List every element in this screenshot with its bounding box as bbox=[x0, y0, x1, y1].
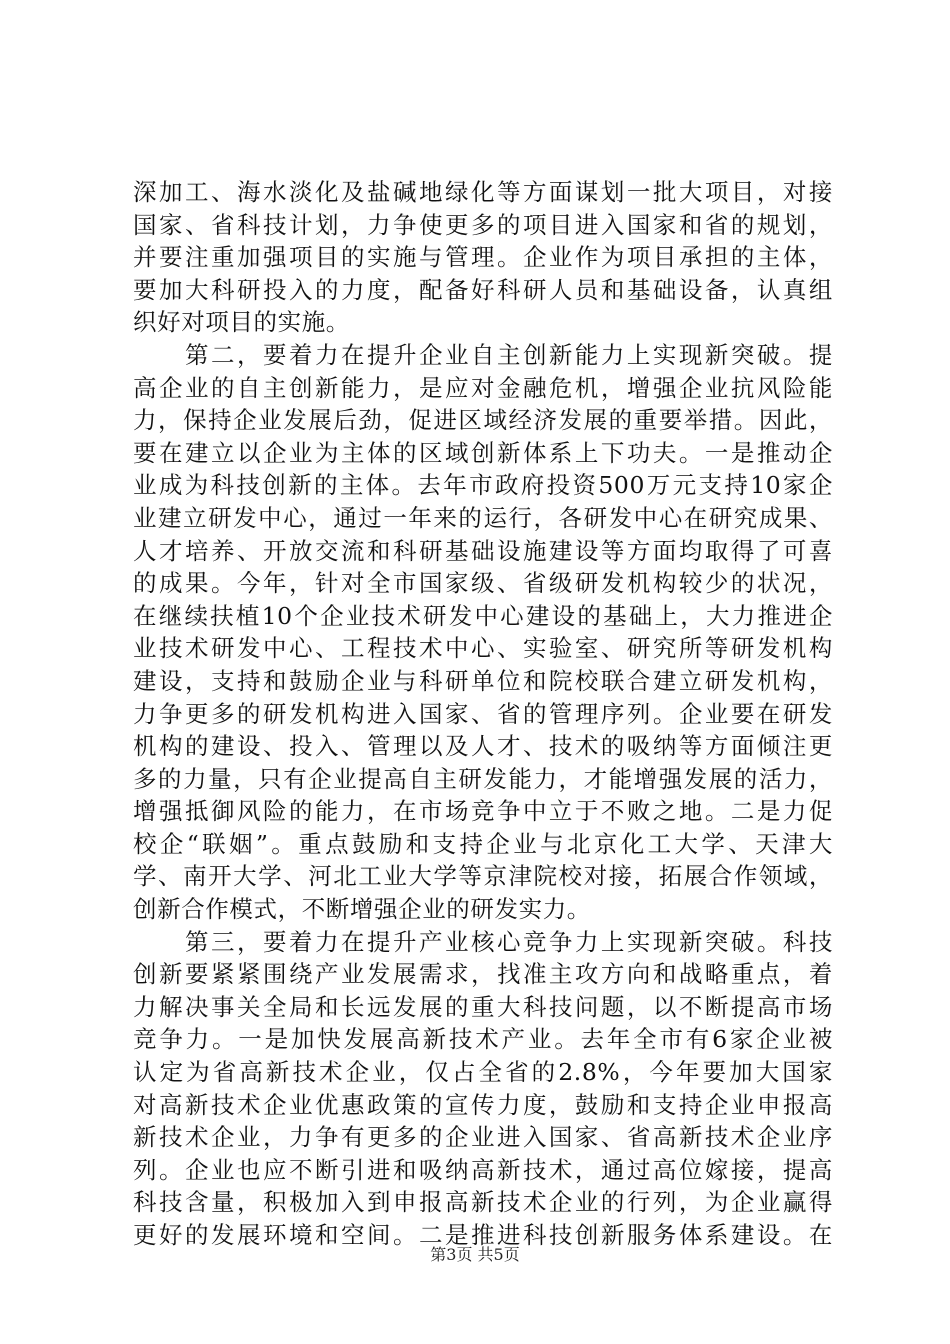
text-line: 第二，要着力在提升企业自主创新能力上实现新突破。提 bbox=[133, 340, 833, 369]
text-line: 力，保持企业发展后劲，促进区域经济发展的重要举措。因此， bbox=[133, 406, 833, 435]
text-line: 业建立研发中心，通过一年来的运行，各研发中心在研究成果、 bbox=[133, 503, 833, 532]
text-line: 更好的发展环境和空间。二是推进科技创新服务体系建设。在 bbox=[133, 1221, 833, 1249]
text-line: 认定为省高新技术企业，仅占全省的2.8%，今年要加大国家 bbox=[133, 1058, 833, 1087]
text-line: 竞争力。一是加快发展高新技术产业。去年全市有6家企业被 bbox=[133, 1025, 833, 1054]
text-line: 多的力量，只有企业提高自主研发能力，才能增强发展的活力， bbox=[133, 764, 833, 793]
text-line: 业技术研发中心、工程技术中心、实验室、研究所等研发机构 bbox=[133, 634, 833, 663]
text-line: 列。企业也应不断引进和吸纳高新技术，通过高位嫁接，提高 bbox=[133, 1155, 833, 1184]
text-line: 业成为科技创新的主体。去年市政府投资500万元支持10家企 bbox=[133, 471, 833, 500]
text-line: 织好对项目的实施。 bbox=[133, 308, 350, 337]
text-line: 建设，支持和鼓励企业与科研单位和院校联合建立研发机构， bbox=[133, 666, 833, 695]
text-line: 国家、省科技计划，力争使更多的项目进入国家和省的规划， bbox=[133, 210, 833, 239]
text-line: 深加工、海水淡化及盐碱地绿化等方面谋划一批大项目，对接 bbox=[133, 178, 833, 206]
text-line: 要加大科研投入的力度，配备好科研人员和基础设备，认真组 bbox=[133, 275, 833, 304]
text-line: 的成果。今年，针对全市国家级、省级研发机构较少的状况， bbox=[133, 569, 833, 598]
text-line: 力争更多的研发机构进入国家、省的管理序列。企业要在研发 bbox=[133, 699, 833, 728]
text-line: 新技术企业，力争有更多的企业进入国家、省高新技术企业序 bbox=[133, 1123, 833, 1152]
text-line: 创新合作模式，不断增强企业的研发实力。 bbox=[133, 895, 591, 924]
text-line: 高企业的自主创新能力，是应对金融危机，增强企业抗风险能 bbox=[133, 373, 833, 402]
text-line: 人才培养、开放交流和科研基础设施建设等方面均取得了可喜 bbox=[133, 536, 833, 565]
text-line: 增强抵御风险的能力，在市场竞争中立于不败之地。二是力促 bbox=[133, 797, 833, 826]
text-line: 要在建立以企业为主体的区域创新体系上下功夫。一是推动企 bbox=[133, 438, 833, 467]
text-line: 创新要紧紧围绕产业发展需求，找准主攻方向和战略重点，着 bbox=[133, 960, 833, 989]
text-line: 校企“联姻”。重点鼓励和支持企业与北京化工大学、天津大 bbox=[133, 829, 833, 858]
text-line: 力解决事关全局和长远发展的重大科技问题，以不断提高市场 bbox=[133, 992, 833, 1021]
text-line: 在继续扶植10个企业技术研发中心建设的基础上，大力推进企 bbox=[133, 601, 833, 630]
text-line: 机构的建设、投入、管理以及人才、技术的吸纳等方面倾注更 bbox=[133, 732, 833, 761]
page-footer: 第3页 共5页 bbox=[430, 1245, 520, 1264]
text-line: 学、南开大学、河北工业大学等京津院校对接，拓展合作领域， bbox=[133, 862, 833, 891]
body-text bbox=[133, 176, 833, 1252]
text-line: 科技含量，积极加入到申报高新技术企业的行列，为企业赢得 bbox=[133, 1188, 833, 1217]
text-line: 对高新技术企业优惠政策的宣传力度，鼓励和支持企业申报高 bbox=[133, 1090, 833, 1119]
text-line: 并要注重加强项目的实施与管理。企业作为项目承担的主体， bbox=[133, 243, 833, 272]
text-line: 第三，要着力在提升产业核心竞争力上实现新突破。科技 bbox=[133, 927, 833, 956]
